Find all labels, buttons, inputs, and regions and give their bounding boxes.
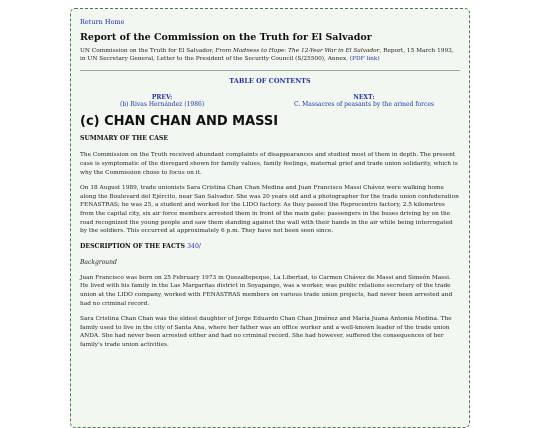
prev-next-nav <box>80 94 460 108</box>
citation <box>80 47 460 63</box>
document-container <box>70 8 470 428</box>
paragraph: The Commission on the Truth received abundant complaints of disappearances and studied most of them in depth. The present case is symptomatic of the disregard shown for family values, family feelings, maternal grief and trade union solidarity, which is why the Commission chose to focus on it. <box>80 152 458 176</box>
citation-prefix: UN Commission on the Truth for El Salvador, <box>80 48 216 54</box>
divider <box>80 70 460 71</box>
paragraph: Sara Cristina Chan Chan was the eldest daughter of Jorge Eduardo Chan Chan Jiménez and María Juana Antonia Medina. The family used to live in the city of Santa Ana, where her father was an office worker and a well-known leader of the trade union ANDA. She had never been arrested either and had no criminal record. She had however, suffered the consequences of her family's trade union activities. <box>80 316 452 348</box>
pdf-link[interactable]: (PDF link) <box>349 56 380 63</box>
return-home-link[interactable]: Return Home <box>80 18 125 26</box>
prev-title: (b) Rivas Hernández (1986) <box>120 101 205 109</box>
background-label: Background <box>80 258 117 266</box>
next-title: C. Massacres of peasants by the armed forces <box>293 101 434 109</box>
citation-work-title: From Madness to Hope: The 12-Year War in El Salvador <box>215 48 380 54</box>
next-link[interactable] <box>294 94 434 108</box>
summary-heading: SUMMARY OF THE CASE <box>80 135 169 143</box>
prev-link[interactable] <box>120 94 204 108</box>
section-heading: (c) CHAN CHAN AND MASSI <box>80 114 279 130</box>
paragraph: Juan Francisco was born on 25 February 1973 in Quezaltepeque, La Libertad, to Carmen Chávez de Massi and Simeón Massi. He lived with his family in the Las Margaritas district in Soyapango, was a worker, was public relations secretary of the trade union at the LIDO company, worked with FENASTRAS members on various trade union projects, had never been arrested and had no criminal record. <box>80 274 453 307</box>
next-label: NEXT: <box>353 94 375 102</box>
paragraph: On 18 August 1989, trade unionists Sara Cristina Chan Chan Medina and Juan Francisco Massi Chávez were walking home along the Boulevard del Ejército, near San Salvador. She was 20 years old and a photographer for the trade union confederation FENASTRAS; he was 25, a student and worked for the LIDO factory. As they passed the Reprocentro factory, 2.5 kilometres from the capital city, six air force members arrested them in front of the main gate: passengers in the buses driving by on the road recognized the young people and saw them standing against the wall with their hands in the air while being interrogated by the soldiers. This occurred at approximately 6 p.m. They have not been seen since. <box>80 185 459 235</box>
facts-heading <box>80 243 460 250</box>
footnote-link[interactable]: 340/ <box>187 242 202 250</box>
facts-heading-text: DESCRIPTION OF THE FACTS <box>80 242 185 250</box>
prev-label: PREV: <box>151 94 173 102</box>
table-of-contents-link[interactable]: TABLE OF CONTENTS <box>229 77 311 86</box>
citation-suffix: , Report, 15 March 1993, in UN Secretary General, Letter to the President of the Security Council (S/25500), Annex. <box>80 48 454 63</box>
page-title: Report of the Commission on the Truth for El Salvador <box>80 32 372 43</box>
